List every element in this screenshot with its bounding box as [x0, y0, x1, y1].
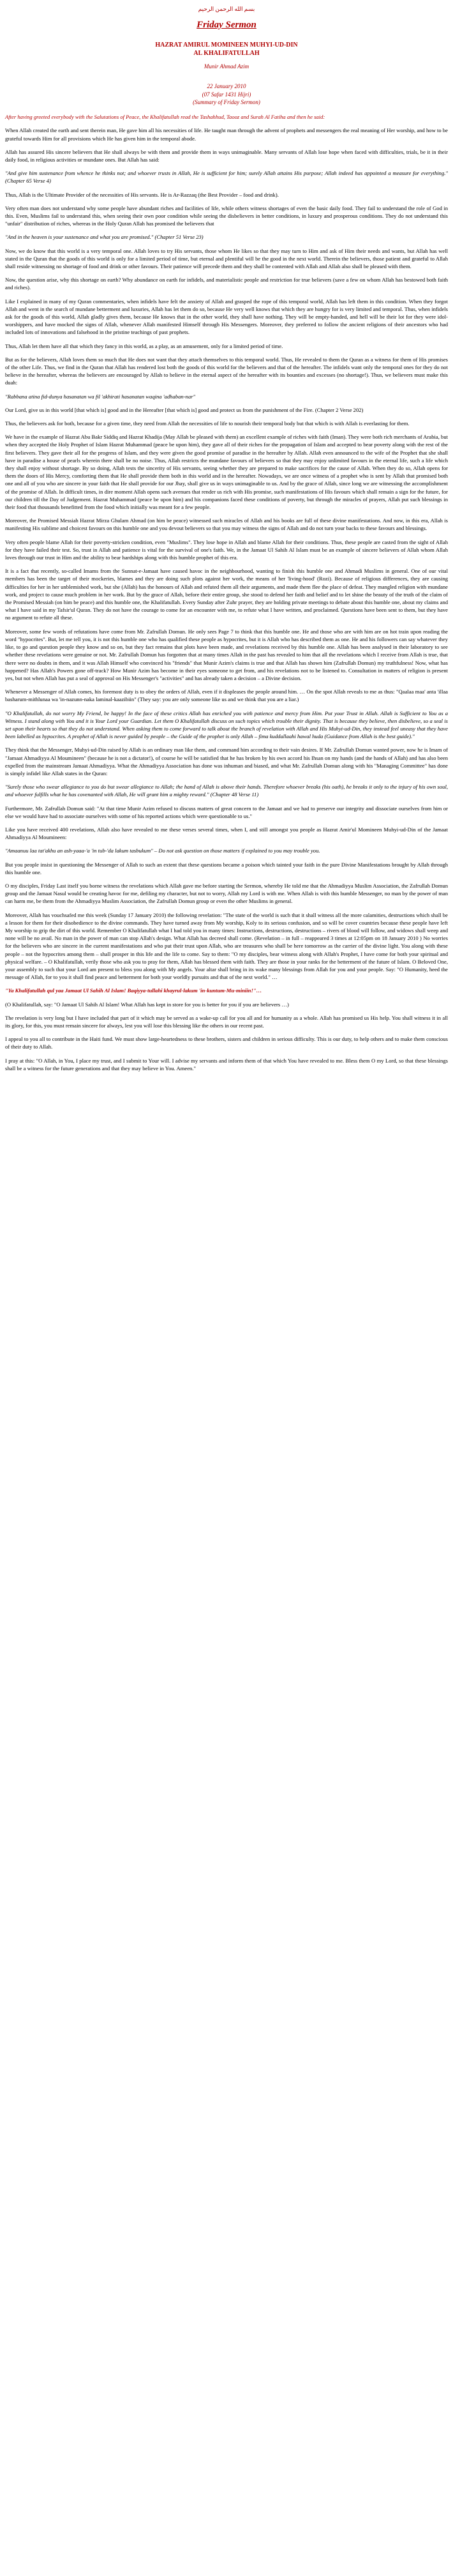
paragraph: Our Lord, give us in this world [that which is] good and in the Hereafter [that which is] good and protect us from the punishment of the Fire. (Chapter 2 Verse 202)	[5, 406, 364, 413]
closing-prayer: I pray at this: "O Allah, in You, I place my trust, and I submit to Your will. I advise my servants and inform them of that which You have revealed to me. Bless them O my Lord, so that these blessings shall be a witness for the future generations and that they may believe in You. Ameen."	[5, 1057, 448, 1072]
quran-quote: "Amaanuu laa tat'akhu an ash-yaaa-'a 'in tub-'da lakum tasbukum" – Do not ask question on those matters if explained to you may trouble you.	[5, 847, 320, 854]
date-gregorian: 22 January 2010	[207, 82, 246, 89]
paragraph: After having greeted everybody with the Salutations of Peace, the Khalifatullah read the Tashahhud, Taooz and Surah Al Fatiha and then he said:	[5, 114, 325, 121]
subtitle	[5, 41, 448, 57]
paragraph: Moreover, the Promised Messiah Hazrat Mirza Ghulam Ahmad (on him be peace) witnessed such miracles of Allah and his books are full of these divine manifestations. And now, in this era, Allah is manifesting His sublime and choicest favours on this humble one and you devout believers so that you may witness the signs of Allah and do not turn your backs to these favours and blessings.	[5, 517, 448, 532]
paragraph: Very often man does not understand why some people have abundant riches and facilities of life, while others witness shortages of even the basic daily food. They fail to understand the role of God in this. Even, Muslims fail to understand this, when seeing their own poor condition while seeing the disbelievers in better conditions, in luxury and prosperous conditions. They do not understand this "unfair" distribution of riches, whereas in the Holy Quran Allah has promised the believers that	[5, 204, 448, 227]
paragraph: Now, the question arise, why this shortage on earth? Why abundance on earth for infidels, and materialistic people and restriction for true believers (save a few on whom Allah has bestowed both faith and riches).	[5, 277, 448, 291]
quran-quote: "And give him sustenance from whence he thinks not; and whoever trusts in Allah, He is sufficient for him; surely Allah attains His purpose; Allah indeed has appointed a measure for everything." (Chapter 65 Verse 4)	[5, 170, 448, 185]
paragraph: Whenever a Messenger of Allah comes, his foremost duty is to obey the orders of Allah, even if it displeases the people around him. … On the spot Allah reveals to me as thus: "Qaalaa maa' anta 'illaa basharum-mithlunaa wa 'in-nazunn-naka laminal-kaazibiin" (They say: you are only someone like us and we think that you are a liar.)	[5, 688, 448, 703]
date-hijri: (07 Safar 1431 Hijri)	[202, 91, 251, 98]
paragraph: Furthermore, Mr. Zafrullah Domun said: "At that time Munir Azim refused to discuss matters of great concern to the Jamaat and we had to preserve our integrity and dissociate ourselves from him or else we would have had to associate ourselves with some of his reported actions which were questionable to us."	[5, 805, 448, 819]
paragraph: I appeal to you all to contribute in the Haiti fund. We must show large-heartedness to these brothers, sisters and children in serious difficulty. This is our duty, to help others and to make them conscious of their duty to Allah.	[5, 1036, 448, 1050]
paragraph: Thus, the believers ask for both, because for a given time, they need from Allah the necessities of life to nourish their temporal body but that which is with Allah is everlasting for them.	[5, 420, 410, 427]
paragraph: Very often people blame Allah for their poverty-stricken condition, even "Muslims". They lose hope in Allah and blame Allah for their conditions. Thus, these people are casted from the sight of Allah for they have failed their test. So, trust in Allah and patience is vital for the survival of one's faith. We, in the Jamaat Ul Sahih Al Islam must be an example of sincere believers of Allah whom Allah loves through our trust in Him and the ability to bear hardships along with this humble prophet of this era.	[5, 538, 448, 561]
quran-quote: "Surely those who swear allegiance to you do but swear allegiance to Allah; the hand of Allah is above their hands. Therefore whoever breaks (his oath), he breaks it only to the injury of his own soul, and whoever fulfills what he has covenanted with Allah, He will grant him a mighty reward." (Chapter 48 Verse 11)	[5, 784, 448, 798]
paragraph: Like I explained in many of my Quran commentaries, when infidels have felt the anxiety of Allah and grasped the rope of this temporal world, Allah has left them in this condition. When they forgot Allah and went in the search of mundane betterment and luxuries, Allah has let them do so, because He very well knows that which they are hungry for is very limited and temporal. Thus, when infidels ask for the goods of this world, Allah gladly gives them, because He knows that in the other world, they shall have nothing. They will be empty-handed, and hell will be their lot for they were idol-worshippers, and have mocked the signs of Allah, whenever Allah manifested Himself through His Messengers. Moreover, they preferred to follow the ancient religions of their ancestors who had included lots of innovations and falsehood in the pristine teachings of past prophets.	[5, 298, 448, 336]
page-title: Friday Sermon	[197, 19, 256, 30]
summary-label: (Summary of Friday Sermon)	[193, 99, 260, 106]
paragraph: When Allah created the earth and sent therein man, He gave him all his necessities of life. He taught man through the advent of prophets and messengers the real meaning of Her worship, and how to be grateful towards Him for all provisions which He has given him in the temporal abode.	[5, 127, 448, 142]
paragraph: Moreover, some few words of refutations have come from Mr. Zafrullah Domun. He only sees Page 7 to think that this humble one. He and those who are with him are on hot train upon reading the word "hypocrites". But, let me tell you, it is not this humble one who has qualified these people as hypocrites, but it is Allah who has described them as one. He and his followers can say whatever they like, to go and question people they know and so on, but they fact remains that plots have been made, and revelations received by this humble one. Allah has been analysed in their laboratory to see whether these revelations were genuine or not. Mr. Zafrullah Domun has forgotten that at many times Allah in the past has revealed to him that all the revelations which I receive from Allah is true, that there were no doubts in them, and it was Allah Himself who convinced his "friends" that Munir Azim's claims is true and that Allah has shown him (Zafrullah Domun) my truthfulness! Now, what has happened? Has Allah's Powers gone off-track? How Munir Azim has become in their eyes someone to get from, and his revelations not to be listened to. Consultation in matters of religion is present yes, but not when Allah has put a seal of approval on His Messenger's "activities" and has already taken a decision – a Divine decision.	[5, 628, 448, 681]
sermon-body	[5, 113, 448, 1072]
bismillah-heading: بسم الله الرحمن الرحيم	[198, 6, 255, 12]
paragraph: The revelation is very long but I have included that part of it which may be served as a wake-up call for you all and for humanity as a whole. Allah has promised us His help. You shall witness it in all its glory, for this, you must remain sincere for always, lest you will lose this blessing like the others in our recent past.	[5, 1014, 448, 1029]
duah-quote: "Rabbana atina fid-dunya hasanatan wa fil 'akhirati hasanatan waqina 'adhaban-nar"	[5, 393, 196, 400]
revelation-quote: "O Khalifatullah, do not worry My Friend, be happy! In the face of these critics Allah has enriched you with patience and mercy from Him. Put your Trust in Allah. Allah is Sufficient to You as a Witness. I stand along with You and it is Your Lord your Guardian. Let them O Khalifatullah discuss on such topics which trouble their dignity. That is because they believe, then disbelieve, so a seal is set upon their hearts so that they do not understand. When asking them to come forward to talk about the branch of revelation with Allah and His Muhyi-ud-Din, they instead feel uneasy that they have been labelled as hypocrites. A prophet of Allah is never guided by people – the Guide of the prophet is only Allah – fima kuddallaahi hawal huda (Guidance from Allah is the best guide)."	[5, 709, 448, 740]
paragraph: Thus, Allah let them have all that which they fancy in this world, as a play, as an amusement, only for a limited period of time.	[5, 342, 283, 349]
paragraph: We have in the example of Hazrat Abu Bakr Siddiq and Hazrat Khadija (May Allah be pleased with them) an excellent example of riches with faith (Iman). They were both rich merchants of Arabia, but when they accepted the Holy Prophet of Islam Hazrat Muhammad (peace be upon him), they gave all of their riches for the propagation of Islam and accepted to bear poverty along with the rest of the first believers. They gave their all for the progress of Islam, and they were given the good promise of paradise in the hereafter by Allah. Allah even announced to the wife of the Prophet that she shall have in paradise a house of pearls wherein there shall be no noise. Thus, Allah restricts the mundane favours of believers so that they may enjoy unlimited favours in the eternal life, such a life which they shall enjoy without shortage. By so doing, Allah tests the sincerity of His servants, seeing whether they are prepared to make sacrifices for the cause of Allah. When they do so, Allah opens for them the doors of His Mercy, comforting them that He shall provide them both in this world and in the hereafter. Nowadays, we are once witness of a prophet who is sent by Allah that promised both one and all of you who are sincere in your faith that He shall provide for our Jhay, shall give us in ways unimaginable to us. And by the grace of Allah, since long we are witnessing the accomplishment of the promise of Allah. In difficult times, in dire moment Allah opens such avenues that render us rich with His promise, such manifestations of His favours which shall remain a sign for the future, for our children till the Day of Judgement. Hazrat Muhammad (peace be upon him) and his companions faced these conditions of poverty, but through the miracles of prayers, Allah put such blessings in their food that thousands benefitted from the food which initially was meant for a few people.	[5, 434, 448, 511]
paragraph: It is a fact that recently, so-called Imams from the Sunnat-e-Jamaat have caused havoc in the neighbourhood, wanting to finish this humble one and Ahmadi Muslims in general. One of our vital members has been the target of their mockeries, blames and they are doing such plots against her work, the means of her 'living-hood' (Rozi). Because of religious differences, they are causing difficulties for her in her unblemished work, but she (Allah) has the honours of Allah and refuted them all their arguments, and made them flee the place of defeat. They mangled religion with mundane work, and project to cause much problem in her work. But by the grace of Allah, before their entire group, she stood to defend her faith and belief and to let shine the beauty of the truth of the claim of the Promised Messiah (on him be peace) and this humble one, the Khalifatullah. Every Sunday after Zuhr prayer, they are holding private meetings to debate about this humble one, about my claims and what I have said in my Tafsir'ul Quran. They do not have the courage to come for an encounter with me, to refute what I have written, and proclaimed. Questions have been sent to them, but they have no argument to refute all these.	[5, 568, 448, 621]
paragraph: Thus, Allah is the Ultimate Provider of the necessities of His servants. He is Ar-Razzaq (the Best Provider – food and drink).	[5, 191, 279, 198]
quran-quote: "And in the heaven is your sustenance and what you are promised." (Chapter 51 Verse 23)	[5, 234, 204, 241]
author-byline: Munir Ahmad Azim	[204, 63, 249, 70]
paragraph: (O Khalifatullah, say: "O Jamaat Ul Sahih Al Islam! What Allah has kept in store for you is better for you if you are believers …)	[5, 1001, 289, 1008]
paragraph: Like you have received 400 revelations, Allah also have revealed to me these verses several times, when I, and still amongst you people as Hazrat Amir'ul Momineen Muhyi-ud-Din of the Jamaat Ahmadiyya Al Moumineen:	[5, 826, 448, 841]
paragraph: O my disciples, Friday Last itself you borne witness the revelations which Allah gave me before starting the Sermon, whereby He told me that the Ahmadiyya Muslim Association, the Zafrullah Domun group and the Jamaat Nasul would be creating havoc for me, defiling my character, but not to worry, Allah my Lord is with me. When Allah is with this humble Messenger, no man by the power of man can harm me, be them from the Ahmadiyya Muslim Association, the Zafrullah Domun group or even the other Muslims in general.	[5, 882, 448, 905]
subtitle-line-1: HAZRAT AMIRUL MOMINEEN MUHYI-UD-DIN	[155, 42, 298, 49]
paragraph: Now, we do know that this world is a very temporal one. Allah loves to try His servants, those whom He likes so that they may turn to Him and ask of Him their needs and wants, but Allah has well stated in the Quran that the goods of this world is only for a limited period of time, but eternal and plentiful will be the good in the next world. Therein the believers, those patient and grateful to Allah shall reside witnessing no shortage of food and drink or other favours. Their patience will precede them and they shall be contented with Allah and Allah also shall be pleased with them.	[5, 247, 448, 269]
revelation-arabic: "Ya Khalifatullah qul yaa Jamaat Ul Sahih Al Islam! Baqiyya-tullahi khayrul-lakum 'in-kuntum-Mu-miniin!"…	[5, 987, 262, 994]
sermon-page	[0, 0, 453, 1091]
subtitle-line-2: AL KHALIFATULLAH	[193, 50, 260, 57]
paragraph: But you people insist in questioning the Messenger of Allah to such an extent that these questions became a poison which tainted your faith in the pure Divine Manifestations brought by Allah through this humble one.	[5, 861, 448, 875]
paragraph: But as for the believers, Allah loves them so much that He does not want that they attach themselves to this temporal world. Thus, He revealed to them the Quran as a witness for them of His promises of the other Life. Thus, we find in the Quran that Allah has rendered lost both the goods of this world for the believers and that of the hereafter. The infidels want only the temporal ones for they do not believe in the hereafter, whereas the believers are encouraged by Allah to believe in the eternal aspect of the hereafter with its bounties and excesses (no shortage!). Thus, we believers must make this duah:	[5, 356, 448, 386]
paragraph: Allah has assured His sincere believers that He shall always be with them and provide them in ways unimaginable. Many servants of Allah lose hope when faced with difficulties, trials, be it in their daily food, in religious activities or mundane ones. But Allah has said:	[5, 148, 448, 163]
paragraph: They think that the Messenger, Muhyi-ud-Din raised by Allah is an ordinary man like them, and command him according to their vain desires. If Mr. Zafrullah Domun wanted power, now he is Imam of "Jamaat Ahmadiyya Al Moumineen" (because he is not a dictator!), of course he will be satisfied that he has broken by his own accord his Ihsan on my hands (and the hands of Allah) and has also been expelled from the mainstream Jamaat Ahmadiyya. What the Ahmadiyya Association has done was inhuman and biased, and what Mr. Zafrullah Domun along with his "Managing Committee" has done is simply infidel like Allah states in the Quran:	[5, 746, 448, 777]
revelation-paragraph: Moreover, Allah has vouchsafed me this week (Sunday 17 January 2010) the following revelation: "The state of the world is such that it shall witness all the more calamities, destructions which shall be a lesson for them for their disobedience to the divine commands. They have turned away from My worship, Koly to its serious confusion, and so will be cover countries because these people have left My worship to grip the dirt of this world. Remember O Khalifatullah what I had told you in many times: Instructions, destructions, destructions – rivers of blood will follow, and widows shall weep and none will be no avail. No man in the power of man can stop Allah's design. What Allah has decreed shall come. (Revelation – in full – reappeared 3 times at 12:05pm on 18 January 2010 ) No worries for the believers who are sincere in the current manifestations and who put their trust upon Allah, who are treasures who shall be here tomorrow as the carrier of the divine light. You along with these people – not the hypocrites among them – shall prosper in this life and the life to come. Say to them: "O my disciples, bear witness along with Allah's Prophet, I have come for both your spiritual and physical welfare. – O Khalifatullah, verily those who ask you to pray for them, Allah has blessed them with faith. They are those in your ranks for the betterment of the future of Islam. O Beloved One, your assembly to such that your Lord am present to bless you along with My angels. Your altar shall bring in its wake many blessings from Allah for you and your people. Say: "O Humanity, heed the message of Allah, for to you it shall find peace and betterment for both your worldly pursuits and that of the next world." …	[5, 911, 448, 981]
